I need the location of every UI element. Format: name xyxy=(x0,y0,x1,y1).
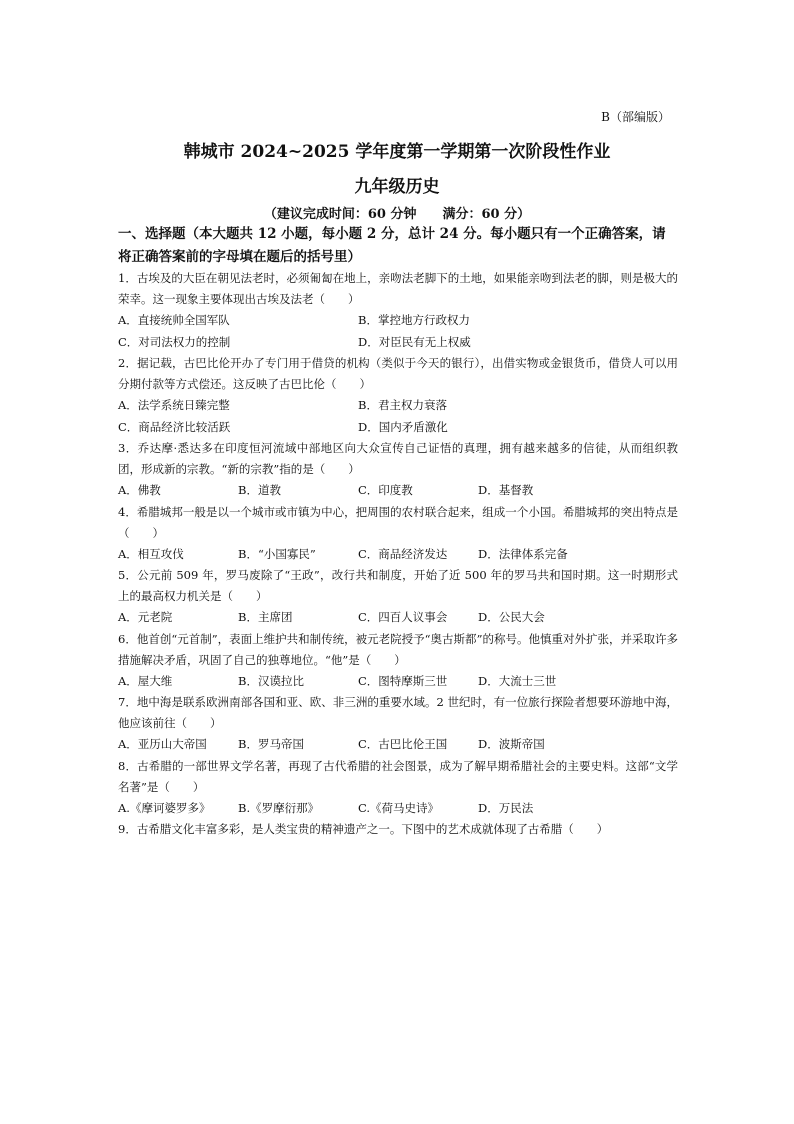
answer-option: B．主席团 xyxy=(238,610,293,624)
answer-option: C．图特摩斯三世 xyxy=(358,673,448,688)
exam-title: 韩城市 2024~2025 学年度第一学期第一次阶段性作业 xyxy=(183,142,611,162)
question-item xyxy=(118,502,678,566)
answer-option: D．法律体系完备 xyxy=(478,546,568,561)
answer-option: A．元老院 xyxy=(118,610,173,624)
answer-option: B．罗马帝国 xyxy=(238,737,304,751)
question-list xyxy=(118,268,678,840)
option-group xyxy=(118,671,678,693)
option-group xyxy=(118,480,678,502)
answer-option: D．国内矛盾激化 xyxy=(358,419,448,434)
question-text: 7．地中海是联系欧洲南部各国和亚、欧、非三洲的重要水域。2 世纪时，有一位旅行探险者想要环游地中海，他应该前往（ ） xyxy=(118,695,678,730)
answer-option: D．万民法 xyxy=(478,800,534,815)
answer-option: A．相互攻伐 xyxy=(118,546,184,561)
subject-title: 九年级历史 xyxy=(354,177,440,197)
question-text: 4．希腊城邦一般是以一个城市或市镇为中心，把周围的农村联合起来，组成一个小国。希腊城邦的突出特点是（ ） xyxy=(118,504,678,540)
question-item xyxy=(118,438,678,502)
answer-option: A．屋大维 xyxy=(118,673,173,688)
answer-option: A.《摩诃婆罗多》 xyxy=(118,800,211,815)
answer-option: D．公民大会 xyxy=(478,610,545,624)
answer-option: D．对臣民有无上权威 xyxy=(358,334,471,349)
answer-option: D．大流士三世 xyxy=(478,673,557,688)
option-group xyxy=(118,798,678,820)
answer-option: B．汉谟拉比 xyxy=(238,673,304,688)
question-text: 6．他首创“元首制”，表面上维护共和制传统，被元老院授予“奥古斯都”的称号。他慎重对外扩张，并采取许多措施解决矛盾，巩固了自己的独尊地位。“他”是（ ） xyxy=(118,631,678,667)
question-text: 8．古希腊的一部世界文学名著，再现了古代希腊的社会图景，成为了解早期希腊社会的主要史料。这部“文学名著”是（ ） xyxy=(118,758,678,794)
question-text: 1．古埃及的大臣在朝见法老时，必须匍匐在地上，亲吻法老脚下的土地，如果能亲吻到法老的脚，则是极大的荣幸。这一现象主要体现出古埃及法老（ ） xyxy=(118,271,678,306)
answer-option: C．商品经济发达 xyxy=(358,546,448,561)
answer-option: D．波斯帝国 xyxy=(478,737,545,751)
option-group xyxy=(118,607,678,629)
option-group xyxy=(118,544,678,566)
question-text: 2．据记载，古巴比伦开办了专门用于借贷的机构（类似于今天的银行），出借实物或金银货币，借贷人可以用分期付款等方式偿还。这反映了古巴比伦（ ） xyxy=(118,356,678,391)
answer-option: D．基督教 xyxy=(478,483,534,497)
option-group xyxy=(118,310,678,353)
answer-option: B．掌控地方行政权力 xyxy=(358,313,470,327)
question-text: 5．公元前 509 年，罗马废除了“王政”，改行共和制度，开始了近 500 年的罗马共和国时期。这一时期形式上的最高权力机关是（ ） xyxy=(118,568,678,603)
answer-option: B．道教 xyxy=(238,483,281,497)
question-item xyxy=(118,353,678,438)
answer-option: C．商品经济比较活跃 xyxy=(118,419,231,434)
question-text: 3．乔达摩·悉达多在印度恒河流域中部地区向大众宣传自己证悟的真理，拥有越来越多的信徒，从而组织教团，形成新的宗教。“新的宗教”指的是（ ） xyxy=(118,441,678,476)
answer-option: A．佛教 xyxy=(118,483,161,497)
question-item xyxy=(118,756,678,820)
answer-option: C．四百人议事会 xyxy=(358,610,448,624)
question-item xyxy=(118,565,678,629)
section-heading: 一、选择题（本大题共 12 小题，每小题 2 分，总计 24 分。每小题只有一个正确答案，请将正确答案前的字母填在题后的括号里） xyxy=(118,226,666,265)
question-item xyxy=(118,819,678,840)
answer-option: C．印度教 xyxy=(358,483,413,497)
answer-option: A．亚历山大帝国 xyxy=(118,737,207,751)
answer-option: B．“小国寡民” xyxy=(238,546,316,561)
edition-label: B（部编版） xyxy=(601,110,670,124)
answer-option: A．法学系统日臻完整 xyxy=(118,398,230,412)
question-item xyxy=(118,692,678,756)
answer-option: C.《荷马史诗》 xyxy=(358,800,440,815)
question-item xyxy=(118,268,678,353)
answer-option: A．直接统帅全国军队 xyxy=(118,313,230,327)
option-group xyxy=(118,734,678,756)
question-text: 9．古希腊文化丰富多彩，是人类宝贵的精神遗产之一。下图中的艺术成就体现了古希腊（ ） xyxy=(118,822,609,836)
answer-option: C．对司法权力的控制 xyxy=(118,334,231,349)
answer-option: B.《罗摩衍那》 xyxy=(238,800,320,815)
answer-option: C．古巴比伦王国 xyxy=(358,737,448,751)
question-item xyxy=(118,629,678,693)
exam-info: （建议完成时间：60 分钟 满分：60 分） xyxy=(263,207,531,222)
answer-option: B．君主权力衰落 xyxy=(358,398,447,412)
option-group xyxy=(118,395,678,438)
